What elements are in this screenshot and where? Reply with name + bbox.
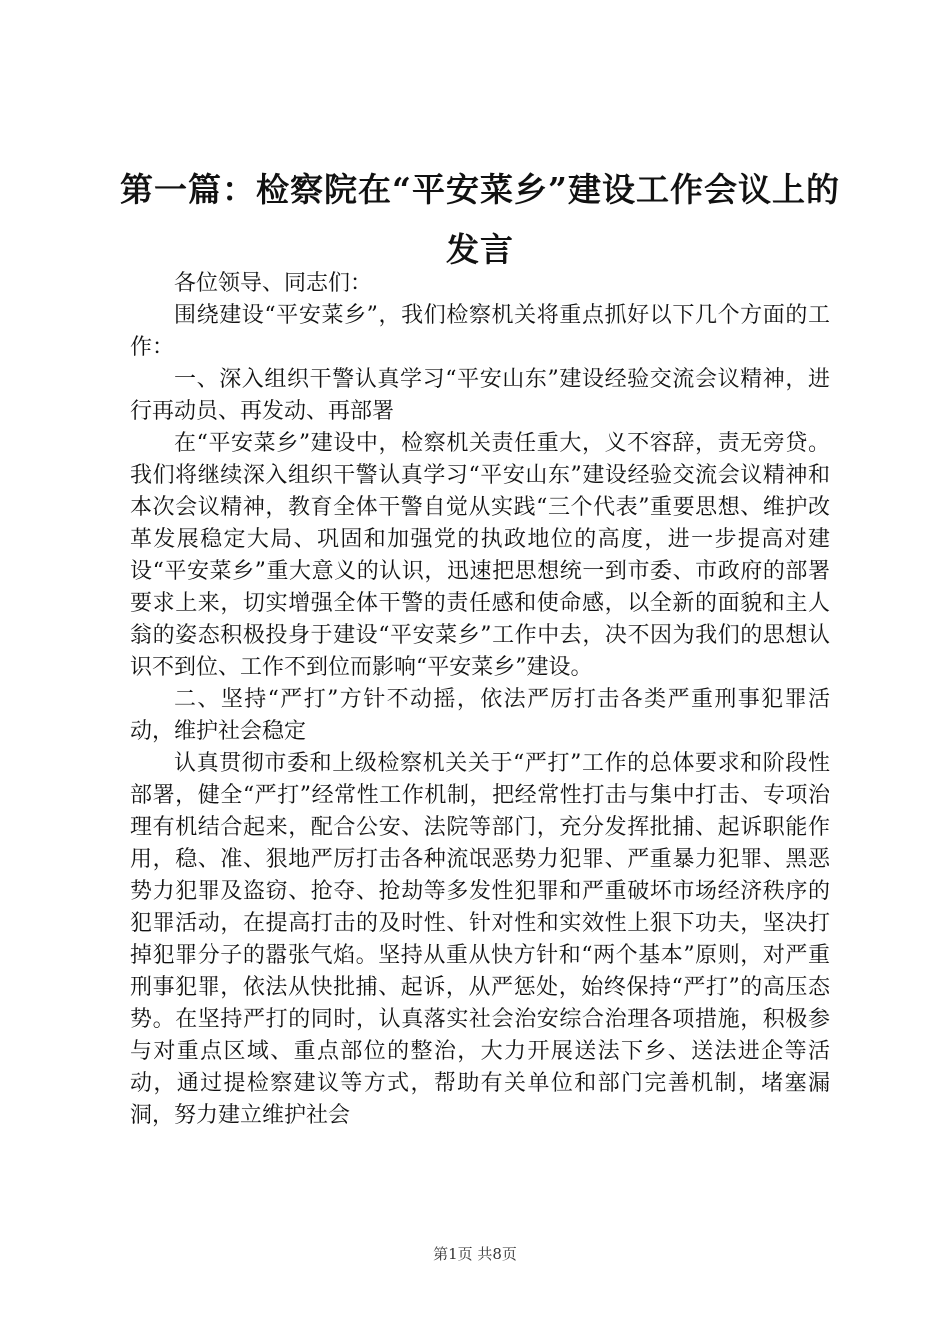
section-heading-1: 一、深入组织干警认真学习“平安山东”建设经验交流会议精神，进行再动员、再发动、再部署 <box>130 367 830 424</box>
document-title: 第一篇：检察院在“平安菜乡”建设工作会议上的发言 <box>120 170 840 269</box>
intro-paragraph: 围绕建设“平安菜乡”，我们检察机关将重点抓好以下几个方面的工作： <box>130 303 830 360</box>
salutation: 各位领导、同志们： <box>174 271 373 296</box>
page-number-footer: 第1页 共8页 <box>433 1245 517 1263</box>
section-body-1: 在“平安菜乡”建设中，检察机关责任重大，义不容辞，责无旁贷。我们将继续深入组织干警认真学习“平安山东”建设经验交流会议精神和本次会议精神，教育全体干警自觉从实践“三个代表”重要思想、维护改革发展稳定大局、巩固和加强党的执政地位的高度，进一步提高对建设“平安菜乡”重大意义的认识，迅速把思想统一到市委、市政府的部署要求上来，切实增强全体干警的责任感和使命感，以全新的面貌和主人翁的姿态积极投身于建设“平安菜乡”工作中去，决不因为我们的思想认识不到位、工作不到位而影响“平安菜乡”建设。 <box>130 431 830 680</box>
section-body-2: 认真贯彻市委和上级检察机关关于“严打”工作的总体要求和阶段性部署，健全“严打”经常性工作机制，把经常性打击与集中打击、专项治理有机结合起来，配合公安、法院等部门，充分发挥批捕、起诉职能作用，稳、准、狠地严厉打击各种流氓恶势力犯罪、严重暴力犯罪、黑恶势力犯罪及盗窃、抢夺、抢劫等多发性犯罪和严重破坏市场经济秩序的犯罪活动，在提高打击的及时性、针对性和实效性上狠下功夫，坚决打掉犯罪分子的嚣张气焰。坚持从重从快方针和“两个基本”原则，对严重刑事犯罪，依法从快批捕、起诉，从严惩处，始终保持“严打”的高压态势。在坚持严打的同时，认真落实社会治安综合治理各项措施，积极参与对重点区域、重点部位的整治，大力开展送法下乡、送法进企等活动，通过提检察建议等方式，帮助有关单位和部门完善机制，堵塞漏洞，努力建立维护社会 <box>130 751 830 1128</box>
section-heading-2: 二、坚持“严打”方针不动摇，依法严厉打击各类严重刑事犯罪活动，维护社会稳定 <box>130 687 830 744</box>
document-body <box>130 268 830 1132</box>
